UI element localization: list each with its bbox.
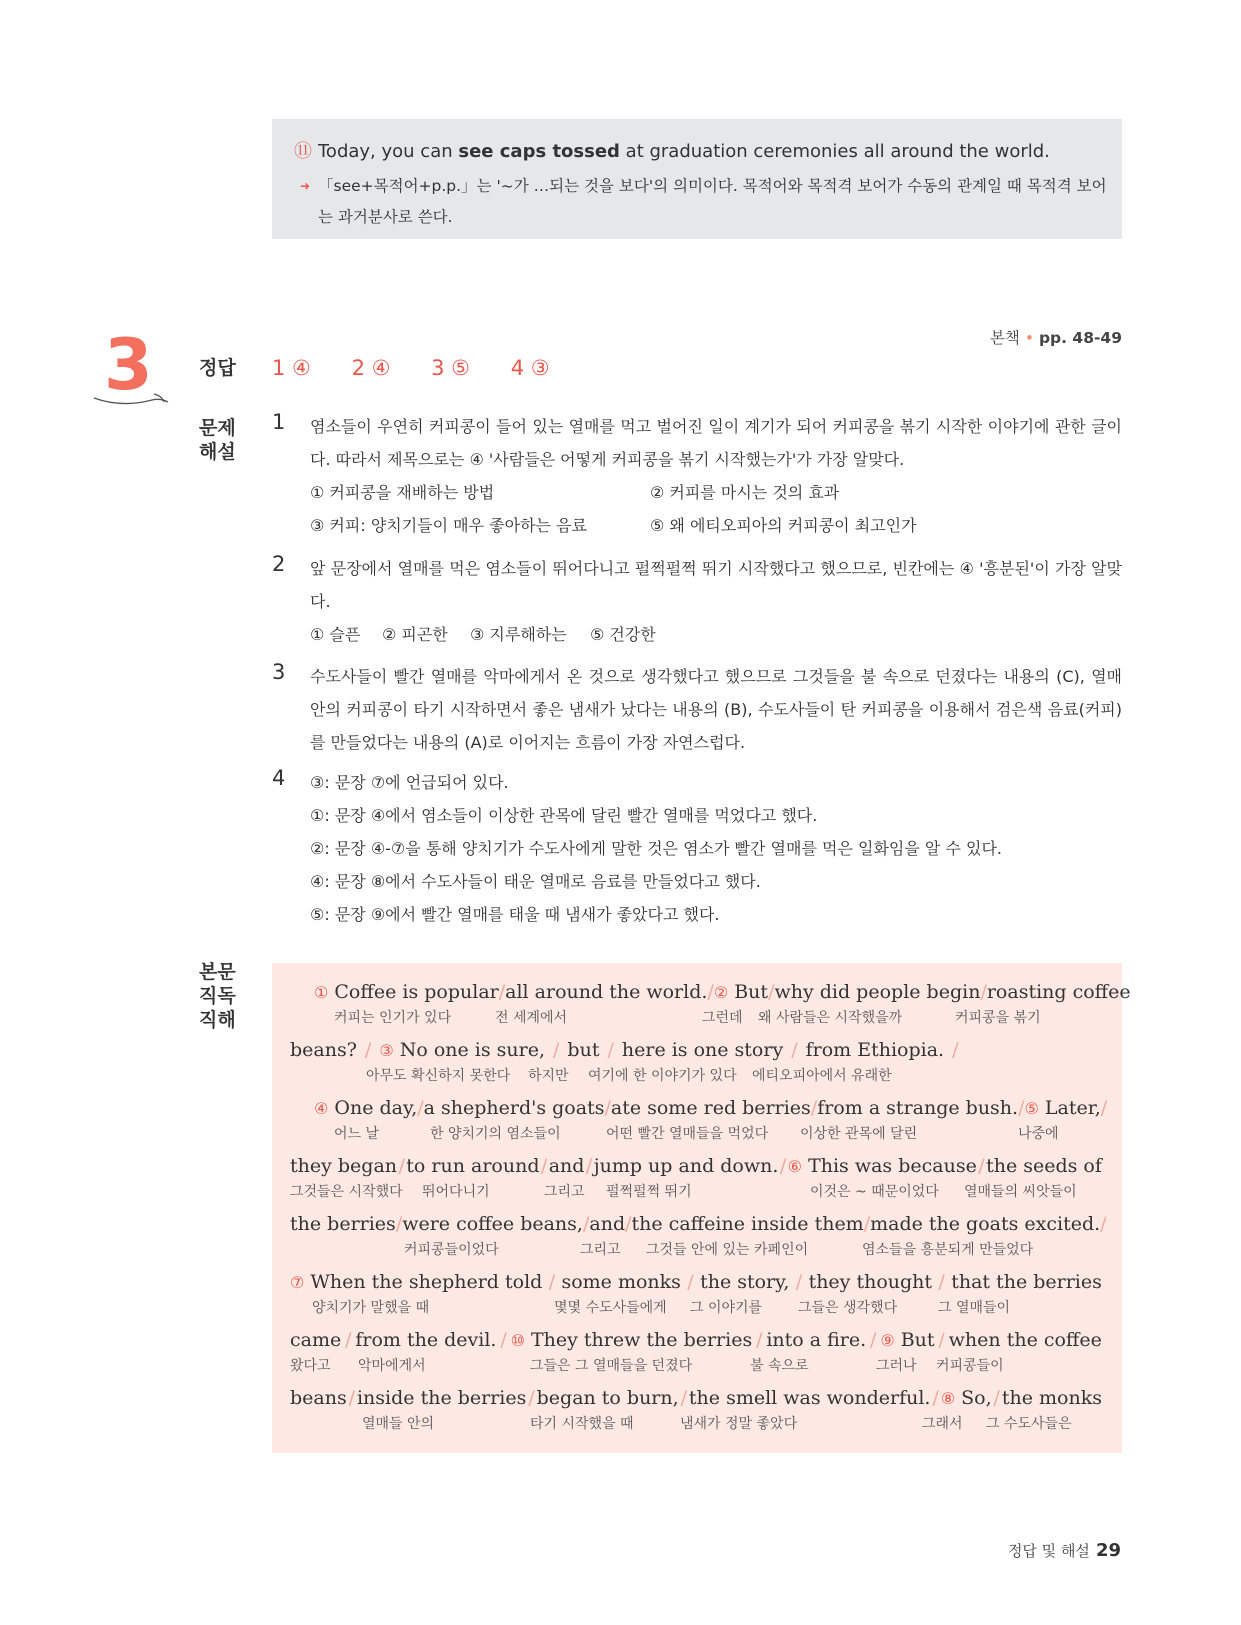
question-1-explanation xyxy=(272,410,1122,542)
answer-1: 1 ④ xyxy=(272,356,311,380)
option-row: ① 커피콩을 재배하는 방법 ② 커피를 마시는 것의 효과 xyxy=(310,483,840,502)
reading-label: 본문 직독 직해 xyxy=(199,961,236,1031)
page-footer xyxy=(1008,1540,1121,1561)
swoosh-decoration-icon xyxy=(92,392,172,414)
question-2-explanation xyxy=(272,552,1122,651)
korean-gloss-line: 어느 날 한 양치기의 염소들이 어떤 빨간 열매들을 먹었다 이상한 관목에 달린 나중에 xyxy=(334,1126,1059,1142)
question-number: 2 xyxy=(272,552,286,576)
grammar-note-box xyxy=(272,119,1122,239)
reading-line-1 xyxy=(290,977,1131,1029)
explanation-label: 문제 해설 xyxy=(199,417,236,463)
arrow-icon: ➜ xyxy=(300,179,311,193)
page-reference: 본책 • pp. 48-49 xyxy=(989,329,1122,347)
korean-gloss-line: 그것들은 시작했다 뛰어다니기 그리고 펄쩍펄쩍 뛰기 이것은 ~ 때문이었다 열매들의 씨앗들이 xyxy=(290,1184,1077,1200)
reading-line-4 xyxy=(290,1151,1102,1203)
answer-label: 정답 xyxy=(199,357,236,379)
bullet-dot-icon: • xyxy=(1024,329,1034,347)
explanation-line: ①: 문장 ④에서 염소들이 이상한 관목에 달린 빨간 열매를 먹었다고 했다. xyxy=(310,806,818,825)
reading-line-5 xyxy=(290,1209,1107,1261)
korean-gloss-line: 커피콩들이었다 그리고 그것들 안에 있는 카페인이 염소들을 흥분되게 만들었다 xyxy=(404,1242,1034,1258)
sentence-number: ⑪ xyxy=(294,141,312,162)
footer-label: 정답 및 해설 xyxy=(1007,1542,1090,1560)
explanation-text: 수도사들이 빨간 열매를 악마에게서 온 것으로 생각했다고 했으므로 그것들을 불 속으로 던졌다는 내용의 (C), 열매 안의 커피콩이 타기 시작하면서 좋은 냄새가 났다는 내용의 (B), 수도사들이 탄 커피콩을 이용해서 검은색 음료(커피)를 만들었다는 내용의 (A)로 이어지는 흐름이 가장 자연스럽다. xyxy=(310,667,1122,752)
answer-4: 4 ③ xyxy=(510,356,550,380)
explanation-text: 염소들이 우연히 커피콩이 들어 있는 열매를 먹고 벌어진 일이 계기가 되어 커피콩을 볶기 시작한 이야기에 관한 글이다. 따라서 제목으로는 ④ '사람들은 어떻게 커피콩을 볶기 시작했는가'가 가장 알맞다. xyxy=(310,417,1122,469)
explanation-text: 앞 문장에서 열매를 먹은 염소들이 뛰어다니고 펄쩍펄쩍 뛰기 시작했다고 했으므로, 빈칸에는 ④ '흥분된'이 가장 알맞다. xyxy=(310,559,1122,611)
explanation-line: ④: 문장 ⑧에서 수도사들이 태운 열매로 음료를 만들었다고 했다. xyxy=(310,872,761,891)
section-number: 3 xyxy=(104,324,153,406)
reading-line-8 xyxy=(290,1383,1102,1435)
english-line: they began / to run around / and / jump up and down. / ⑥ This was because / the seeds of xyxy=(290,1155,1102,1177)
page-number: 29 xyxy=(1095,1540,1121,1561)
question-4-explanation xyxy=(272,766,1122,931)
english-line: ① Coffee is popular / all around the world. / ② But / why did people begin / roasting coffee xyxy=(314,981,1131,1003)
korean-gloss-line: 커피는 인기가 있다 전 세계에서 그런데 왜 사람들은 시작했을까 커피콩을 볶기 xyxy=(334,1010,1041,1026)
explanation-line: ③: 문장 ⑦에 언급되어 있다. xyxy=(310,773,509,792)
korean-gloss-line: 아무도 확신하지 못한다 하지만 여기에 한 이야기가 있다 에티오피아에서 유래한 xyxy=(366,1068,892,1084)
answer-key xyxy=(272,356,584,380)
reading-line-2 xyxy=(290,1035,1102,1087)
option-row: ③ 커피: 양치기들이 매우 좋아하는 음료 ⑤ 왜 에티오피아의 커피콩이 최고인가 xyxy=(310,516,917,535)
question-number: 1 xyxy=(272,410,286,434)
direct-reading-box xyxy=(272,963,1131,1453)
example-sentence: ⑪ Today, you can see caps tossed at graduation ceremonies all around the world. xyxy=(294,141,1050,162)
reading-line-6 xyxy=(290,1267,1102,1319)
option-row: ① 슬픈 ② 피곤한 ③ 지루해하는 ⑤ 건강한 xyxy=(310,625,656,644)
question-number: 3 xyxy=(272,660,286,684)
key-phrase: see caps tossed xyxy=(458,141,620,162)
explanation-line: ②: 문장 ④-⑦을 통해 양치기가 수도사에게 말한 것은 염소가 빨간 열매를 먹은 일화임을 알 수 있다. xyxy=(310,839,1002,858)
english-line: the berries / were coffee beans, / and / the caffeine inside them / made the goats excited. / xyxy=(290,1213,1107,1235)
reading-line-3 xyxy=(290,1093,1108,1145)
grammar-explanation: ➜ 「see+목적어+p.p.」는 '~가 …되는 것을 보다'의 의미이다. 목적어와 목적격 보어가 수동의 관계일 때 목적격 보어는 과거분사로 쓴다. xyxy=(318,171,1108,233)
english-line: beans? / ③ No one is sure, / but / here is one story / from Ethiopia. / xyxy=(290,1039,959,1061)
question-3-explanation xyxy=(272,660,1122,759)
english-line: came / from the devil. / ⑩ They threw the berries / into a fire. / ⑨ But / when the coffee xyxy=(290,1329,1102,1351)
english-line: ④ One day, / a shepherd's goats / ate some red berries / from a strange bush. / ⑤ Later, / xyxy=(314,1097,1108,1119)
english-line: beans / inside the berries / began to burn, / the smell was wonderful. / ⑧ So, / the monks xyxy=(290,1387,1102,1409)
korean-gloss-line: 양치기가 말했을 때 몇몇 수도사들에게 그 이야기를 그들은 생각했다 그 열매들이 xyxy=(312,1300,1011,1316)
korean-gloss-line: 왔다고 악마에게서 그들은 그 열매들을 던졌다 불 속으로 그러나 커피콩들이 xyxy=(290,1358,1004,1374)
korean-gloss-line: 열매들 안의 타기 시작했을 때 냄새가 정말 좋았다 그래서 그 수도사들은 xyxy=(362,1416,1072,1432)
question-number: 4 xyxy=(272,766,286,790)
reading-line-7 xyxy=(290,1325,1102,1377)
english-line: ⑦ When the shepherd told / some monks / the story, / they thought / that the berries xyxy=(290,1271,1102,1293)
explanation-line: ⑤: 문장 ⑨에서 빨간 열매를 태울 때 냄새가 좋았다고 했다. xyxy=(310,905,720,924)
answer-3: 3 ⑤ xyxy=(431,356,470,380)
answer-2: 2 ④ xyxy=(351,356,391,380)
